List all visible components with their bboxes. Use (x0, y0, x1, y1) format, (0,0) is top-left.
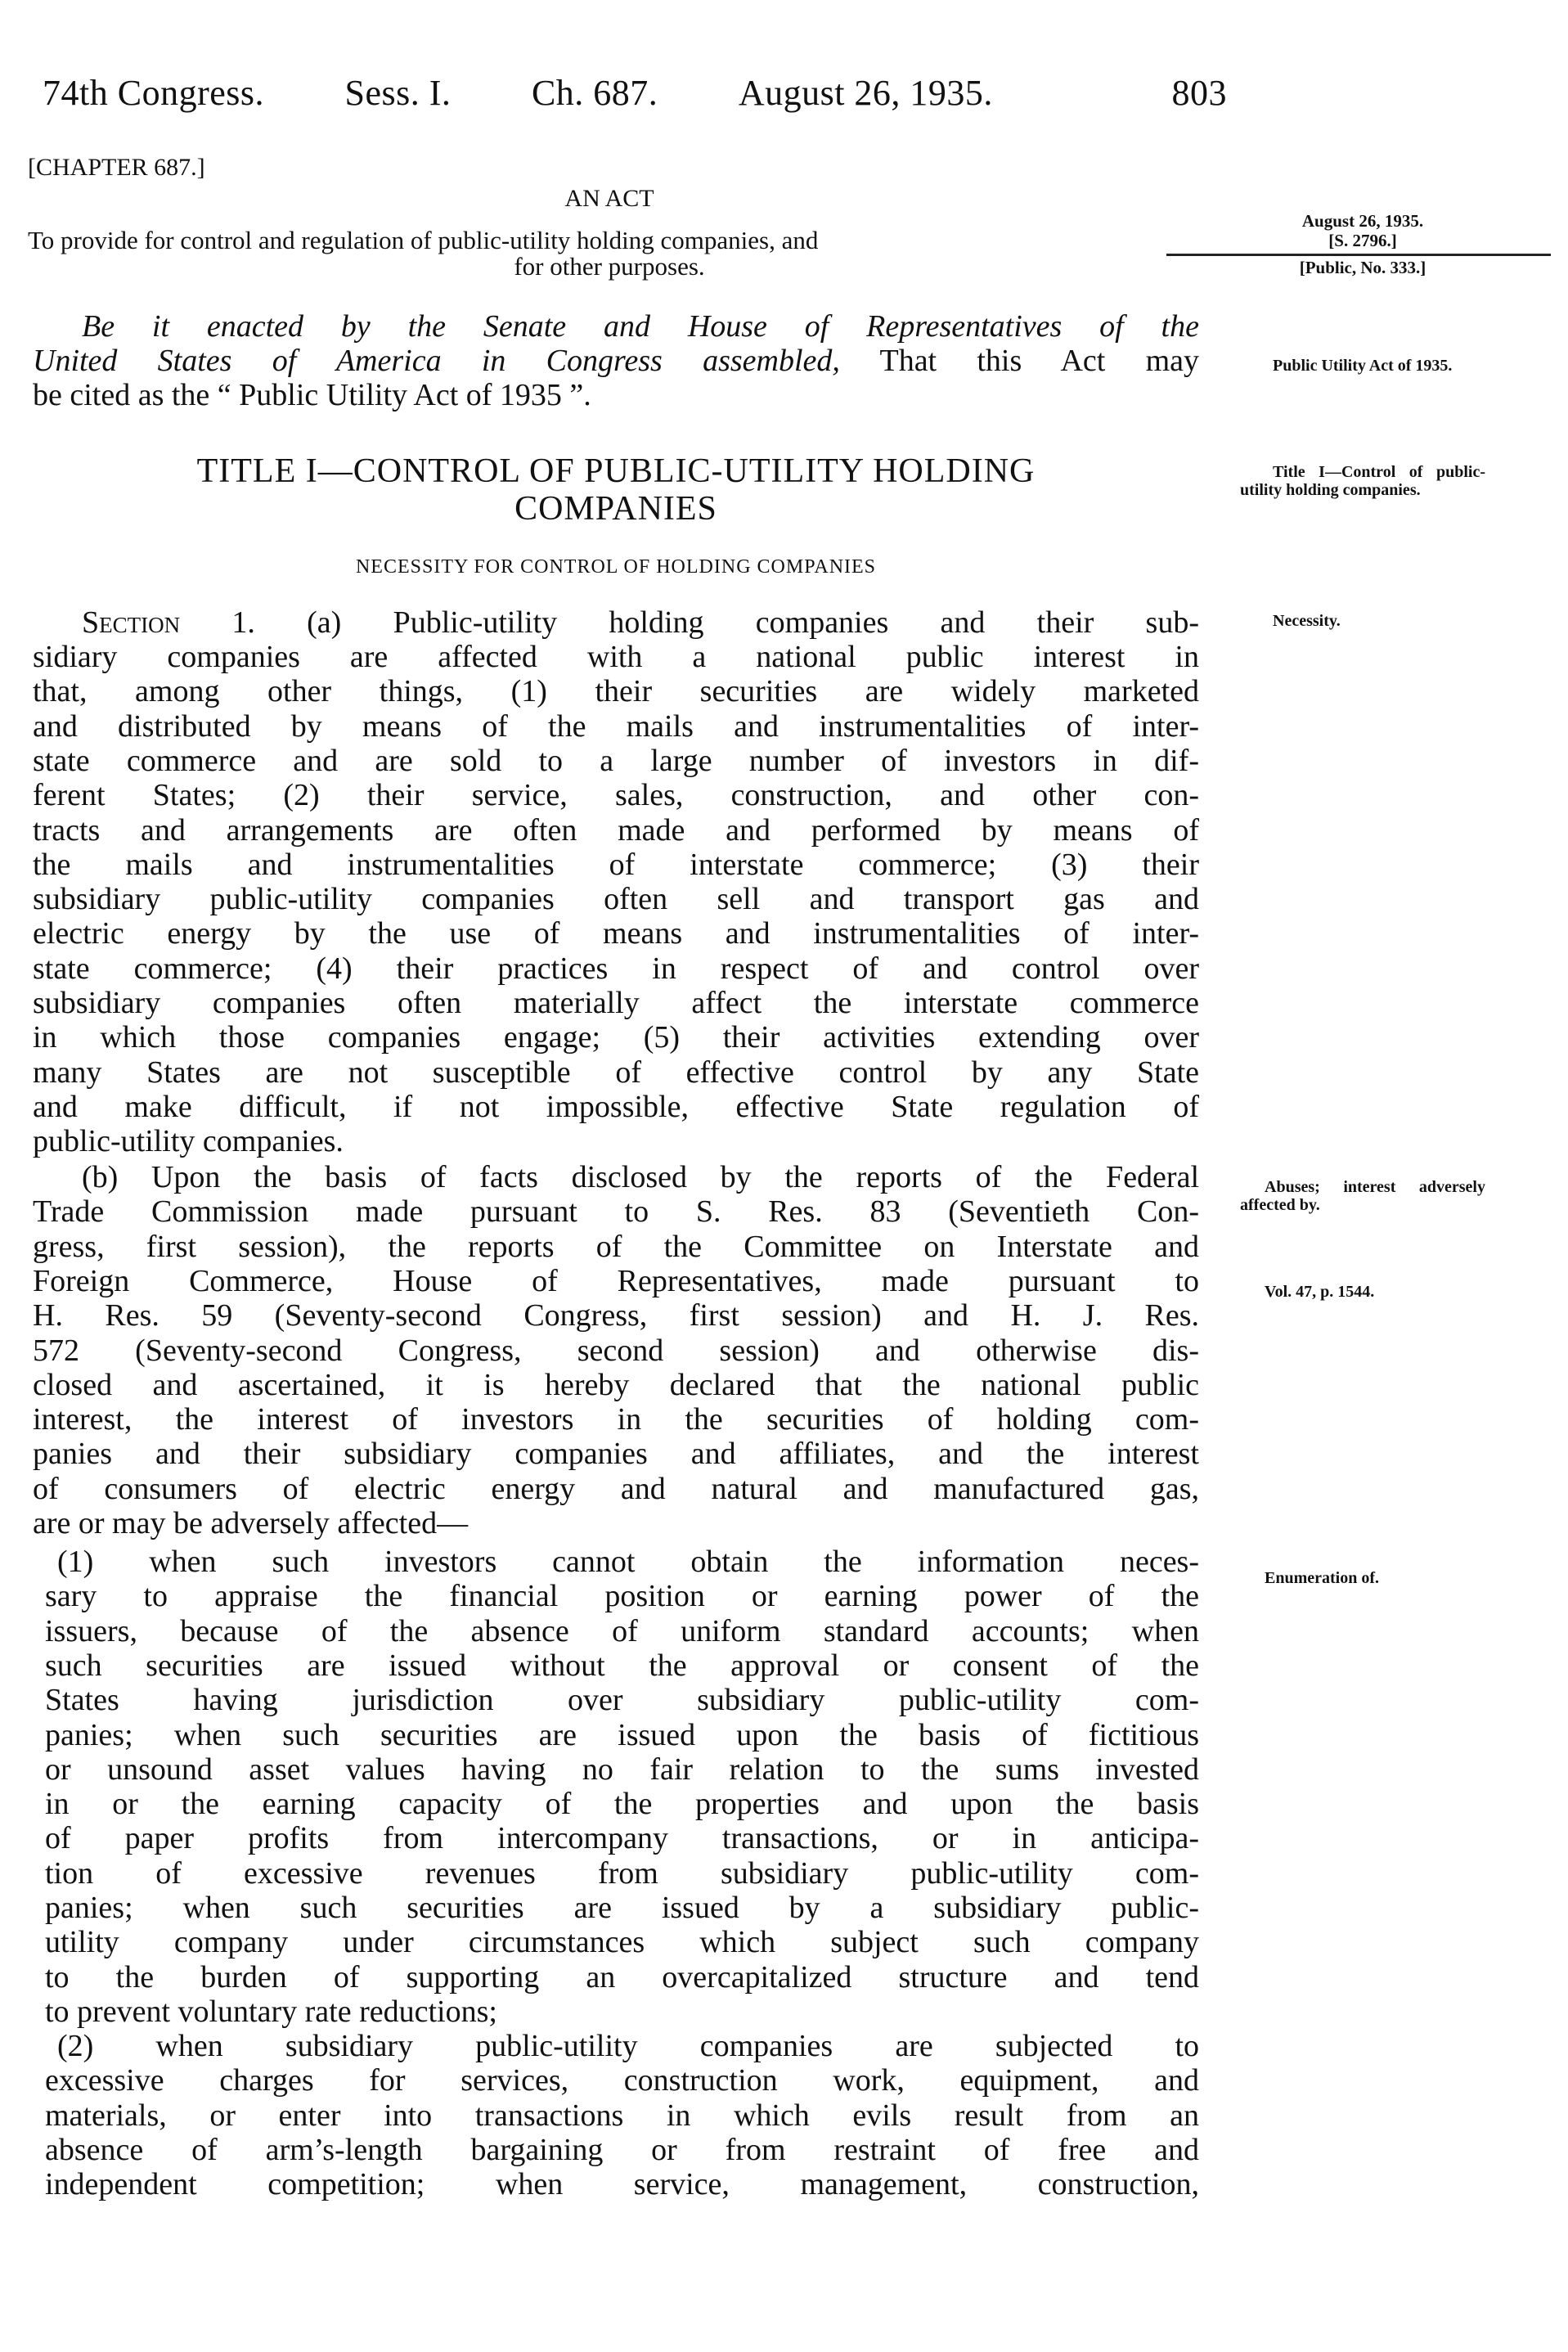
section-label: Section (82, 605, 181, 640)
title-heading-line-2: COMPANIES (514, 490, 717, 528)
running-head-session: Sess. I. (344, 73, 452, 113)
body-line: are or may be adversely affected— (33, 1506, 469, 1540)
body-line: the mails and instrumentalities of interstate commerce; (3) their (33, 847, 1199, 882)
body-line: closed and ascertained, it is hereby declared that the national public (33, 1367, 1199, 1402)
running-head (43, 72, 1227, 114)
enacting-clause-line-2 (33, 344, 1199, 378)
body-line: panies; when such securities are issued upon the basis of fictitious (45, 1717, 1199, 1752)
body-line: many States are not susceptible of effective control by any State (33, 1055, 1199, 1090)
sidenote-title-i: Title I—Control of public-utility holding companies. (1240, 463, 1485, 499)
body-line: electric energy by the use of means and instrumentalities of inter- (33, 916, 1199, 951)
body-line: subsidiary companies often materially affect the interstate commerce (33, 986, 1199, 1020)
running-head-congress: 74th Congress. (43, 73, 264, 113)
body-line: absence of arm’s-length bargaining or from restraint of free and (45, 2132, 1199, 2167)
body-line: independent competition; when service, management, construction, (45, 2167, 1199, 2202)
section-1-opening (82, 605, 1199, 640)
body-line: of paper profits from intercompany transactions, or in anticipa- (45, 1821, 1199, 1856)
sidenote-vol-ref: Vol. 47, p. 1544. (1265, 1283, 1375, 1301)
running-head-chapter: Ch. 687. (531, 73, 658, 113)
sidenote-necessity: Necessity. (1273, 612, 1341, 630)
marginal-header (1240, 211, 1485, 277)
marginal-date: August 26, 1935. (1301, 211, 1424, 231)
purpose-line-1: To provide for control and regulation of public-utility holding companies, and (28, 226, 819, 254)
body-line: interest, the interest of investors in the securities of holding com- (33, 1402, 1199, 1437)
body-line: (1) when such investors cannot obtain the information neces- (57, 1545, 1199, 1579)
enacting-clause-line-1: Be it enacted by the Senate and House of Representatives of the (82, 309, 1199, 344)
body-line: to the burden of supporting an overcapitalized structure and tend (45, 1959, 1199, 1994)
act-heading: AN ACT (564, 185, 654, 212)
purpose-line-2: for other purposes. (514, 252, 705, 281)
body-line: tracts and arrangements are often made and performed by means of (33, 812, 1199, 848)
body-line: ferent States; (2) their service, sales, construction, and other con- (33, 778, 1199, 813)
body-line: and distributed by means of the mails and instrumentalities of inter- (33, 708, 1199, 744)
body-line: materials, or enter into transactions in which evils result from an (45, 2098, 1199, 2133)
body-line: utility company under circumstances which subject such company (45, 1925, 1199, 1960)
body-line: that, among other things, (1) their securities are widely marketed (33, 674, 1199, 709)
body-line: such securities are issued without the approval or consent of the (45, 1648, 1199, 1683)
sidenote-abuses: Abuses; interest adversely affected by. (1240, 1178, 1485, 1214)
body-line: issuers, because of the absence of uniform standard accounts; when (45, 1613, 1199, 1648)
body-line: H. Res. 59 (Seventy-second Congress, first session) and H. J. Res. (33, 1298, 1199, 1333)
body-line: or unsound asset values having no fair relation to the sums invested (45, 1752, 1199, 1787)
chapter-label: [CHAPTER 687.] (28, 154, 205, 181)
sidenote-enumeration: Enumeration of. (1265, 1569, 1379, 1587)
marginal-bill: [S. 2796.] (1328, 231, 1397, 250)
body-line: Trade Commission made pursuant to S. Res. 83 (Seventieth Con- (33, 1194, 1199, 1230)
body-line: panies and their subsidiary companies and affiliates, and the interest (33, 1437, 1199, 1472)
body-line: sidiary companies are affected with a national public interest in (33, 640, 1199, 674)
body-line: to prevent voluntary rate reductions; (45, 1994, 497, 2029)
running-head-date: August 26, 1935. (738, 73, 993, 113)
body-line: and make difficult, if not impossible, effective State regulation of (33, 1089, 1199, 1124)
marginal-public-law: [Public, No. 333.] (1299, 258, 1426, 277)
body-line: 572 (Seventy-second Congress, second session) and otherwise dis- (33, 1333, 1199, 1368)
body-line: (2) when subsidiary public-utility companies are subjected to (57, 2029, 1199, 2063)
body-line: public-utility companies. (33, 1124, 344, 1159)
enacting-clause-line-3: be cited as the “ Public Utility Act of 1935 ”. (33, 378, 591, 412)
body-line: state commerce and are sold to a large number of investors in dif- (33, 743, 1199, 778)
sidenote-short-title: Public Utility Act of 1935. (1273, 357, 1453, 375)
body-line: subsidiary public-utility companies often sell and transport gas and (33, 882, 1199, 917)
body-line: of consumers of electric energy and natural and manufactured gas, (33, 1471, 1199, 1506)
marginal-divider (1166, 254, 1551, 256)
page-number: 803 (1171, 73, 1227, 113)
title-heading-line-1: TITLE I—CONTROL OF PUBLIC-UTILITY HOLDING (196, 452, 1036, 490)
section-1-opening-text: 1. (a) Public-utility holding companies and their sub- (180, 605, 1199, 640)
section-heading: NECESSITY FOR CONTROL OF HOLDING COMPANIES (355, 556, 877, 578)
enacting-clause-rest: That this Act may (839, 344, 1199, 378)
body-line: gress, first session), the reports of the Committee on Interstate and (33, 1229, 1199, 1264)
body-line: tion of excessive revenues from subsidiary public-utility com- (45, 1855, 1199, 1891)
body-line: panies; when such securities are issued by a subsidiary public- (45, 1891, 1199, 1925)
body-line: in which those companies engage; (5) their activities extending over (33, 1020, 1199, 1055)
body-line: excessive charges for services, construction work, equipment, and (45, 2063, 1199, 2098)
enacting-clause-italic: United States of America in Congress assembled, (33, 344, 840, 378)
body-line: (b) Upon the basis of facts disclosed by the reports of the Federal (82, 1160, 1199, 1194)
body-line: States having jurisdiction over subsidiary public-utility com- (45, 1683, 1199, 1718)
body-line: in or the earning capacity of the properties and upon the basis (45, 1787, 1199, 1822)
body-line: sary to appraise the financial position or earning power of the (45, 1579, 1199, 1614)
body-line: Foreign Commerce, House of Representatives, made pursuant to (33, 1263, 1199, 1298)
body-line: state commerce; (4) their practices in respect of and control over (33, 951, 1199, 986)
